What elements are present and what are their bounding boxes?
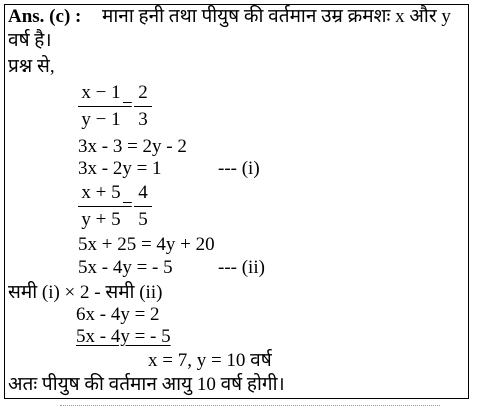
- answer-box: [4, 4, 469, 399]
- fraction-1-right: [134, 82, 152, 131]
- fraction-2-right-numerator: 4: [138, 182, 148, 203]
- fraction-2-denominator: y + 5: [81, 209, 121, 230]
- fraction-1-right-numerator: 2: [138, 82, 148, 103]
- equation-4-tag: --- (ii): [218, 257, 265, 278]
- fraction-1-left: [78, 82, 124, 131]
- fraction-1-equals: =: [122, 95, 133, 116]
- combine-step: समी (i) × 2 - समी (ii): [8, 282, 163, 303]
- fraction-1-numerator: x − 1: [81, 82, 121, 103]
- equation-2: 3x - 2y = 1: [78, 158, 162, 179]
- page-divider: [60, 405, 440, 406]
- fraction-2-bar: [78, 206, 124, 207]
- equation-6: 5x - 4y = - 5: [76, 326, 171, 347]
- fraction-2-left: [78, 182, 124, 231]
- fraction-2-numerator: x + 5: [81, 182, 121, 203]
- fraction-1-right-bar: [134, 106, 152, 107]
- equation-3: 5x + 25 = 4y + 20: [78, 234, 215, 255]
- equation-4: 5x - 4y = - 5: [78, 257, 173, 278]
- conclusion-line: अतः पीयुष की वर्तमान आयु 10 वर्ष होगी।: [8, 374, 285, 395]
- answer-label: Ans. (c) :: [8, 6, 82, 27]
- fraction-2-right-denominator: 5: [138, 209, 148, 230]
- equation-1: 3x - 3 = 2y - 2: [78, 136, 187, 157]
- intro-line-1: माना हनी तथा पीयुष की वर्तमान उम्र क्रमशः x और y: [102, 6, 451, 27]
- equation-2-tag: --- (i): [218, 158, 260, 179]
- fraction-2-right-bar: [134, 206, 152, 207]
- equation-5: 6x - 4y = 2: [76, 304, 160, 325]
- fraction-2-right: [134, 182, 152, 231]
- fraction-1-bar: [78, 106, 124, 107]
- fraction-2-equals: =: [122, 195, 133, 216]
- fraction-1-denominator: y − 1: [81, 109, 121, 130]
- fraction-1-right-denominator: 3: [138, 109, 148, 130]
- intro-line-2: वर्ष है।: [8, 30, 52, 51]
- prashna-label: प्रश्न से,: [8, 56, 55, 77]
- result-line: x = 7, y = 10 वर्ष: [148, 350, 272, 371]
